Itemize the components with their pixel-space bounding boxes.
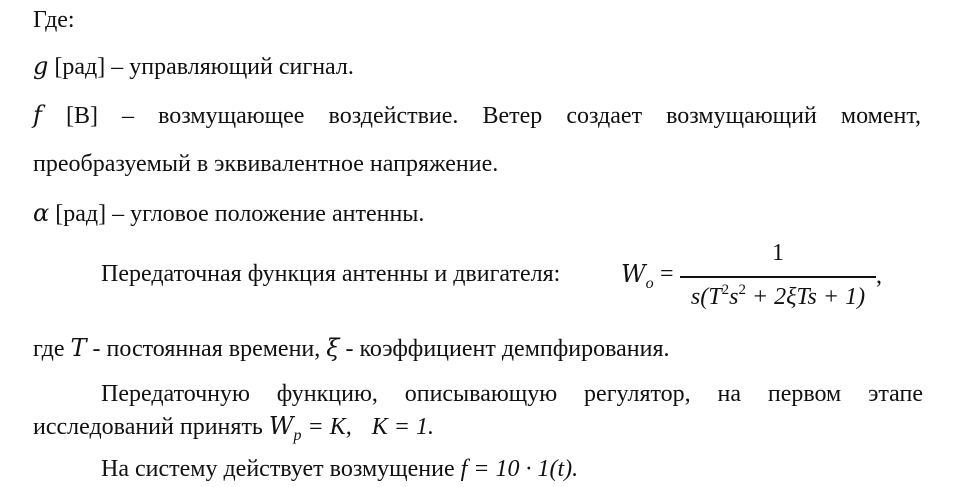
g-description: – управляющий сигнал. <box>111 54 354 80</box>
g-symbol: g <box>33 52 49 80</box>
where-label: Где: <box>33 7 75 33</box>
f-symbol: f <box>33 101 42 129</box>
tf-den-T-exp: 2 <box>721 282 730 298</box>
wp-equation: = K, <box>307 414 352 440</box>
alpha-unit: [рад] <box>55 201 107 227</box>
wp-subscript: p <box>293 427 302 444</box>
alpha-description: – угловое положение антенны. <box>112 201 425 227</box>
tf-den-s2: s <box>729 284 739 310</box>
regulator-line-2 <box>33 412 434 450</box>
tf-denominator <box>680 282 876 311</box>
tf-equals: = <box>660 261 674 287</box>
regulator-line-1: Передаточную функцию, описывающую регулятор, на первом этапе <box>101 381 923 407</box>
xi-description: - коэффициент демпфирования. <box>345 336 670 362</box>
transfer-function-fraction <box>680 240 876 318</box>
wo-label <box>621 260 654 298</box>
disturbance-line <box>101 455 578 483</box>
tf-numerator: 1 <box>772 240 784 266</box>
fraction-bar <box>680 276 876 278</box>
alpha-symbol: α <box>33 199 50 227</box>
parameters-definition <box>33 334 670 363</box>
alpha-definition <box>33 199 424 228</box>
k-equation: K = 1. <box>371 414 434 440</box>
xi-symbol: ξ <box>326 334 340 362</box>
tf-den-s: s( <box>690 284 709 310</box>
wo-subscript: o <box>645 275 654 292</box>
T-symbol: T <box>70 334 87 362</box>
disturbance-text: На систему действует возмущение <box>101 456 455 482</box>
regulator-text: исследований принять <box>33 414 263 440</box>
wo-symbol: W <box>621 260 646 288</box>
f-definition <box>33 101 921 130</box>
where-prefix: где <box>33 336 65 362</box>
f-unit: [В] <box>65 103 98 129</box>
disturbance-formula: f = 10 · 1(t). <box>460 456 579 482</box>
tf-den-rest: + 2ξTs + 1) <box>751 284 866 310</box>
tf-den-s2-exp: 2 <box>738 282 746 298</box>
g-definition <box>33 52 354 81</box>
tf-comma: , <box>876 263 882 289</box>
T-description: - постоянная времени, <box>92 336 321 362</box>
g-unit: [рад] <box>54 54 106 80</box>
f-description: – возмущающее воздействие. Ветер создает возмущающий момент, <box>122 103 922 129</box>
transfer-function-intro: Передаточная функция антенны и двигателя: <box>101 261 561 287</box>
f-description-cont: преобразуемый в эквивалентное напряжение. <box>33 151 499 177</box>
wp-symbol: W <box>268 412 294 440</box>
tf-den-T: T <box>708 284 722 310</box>
